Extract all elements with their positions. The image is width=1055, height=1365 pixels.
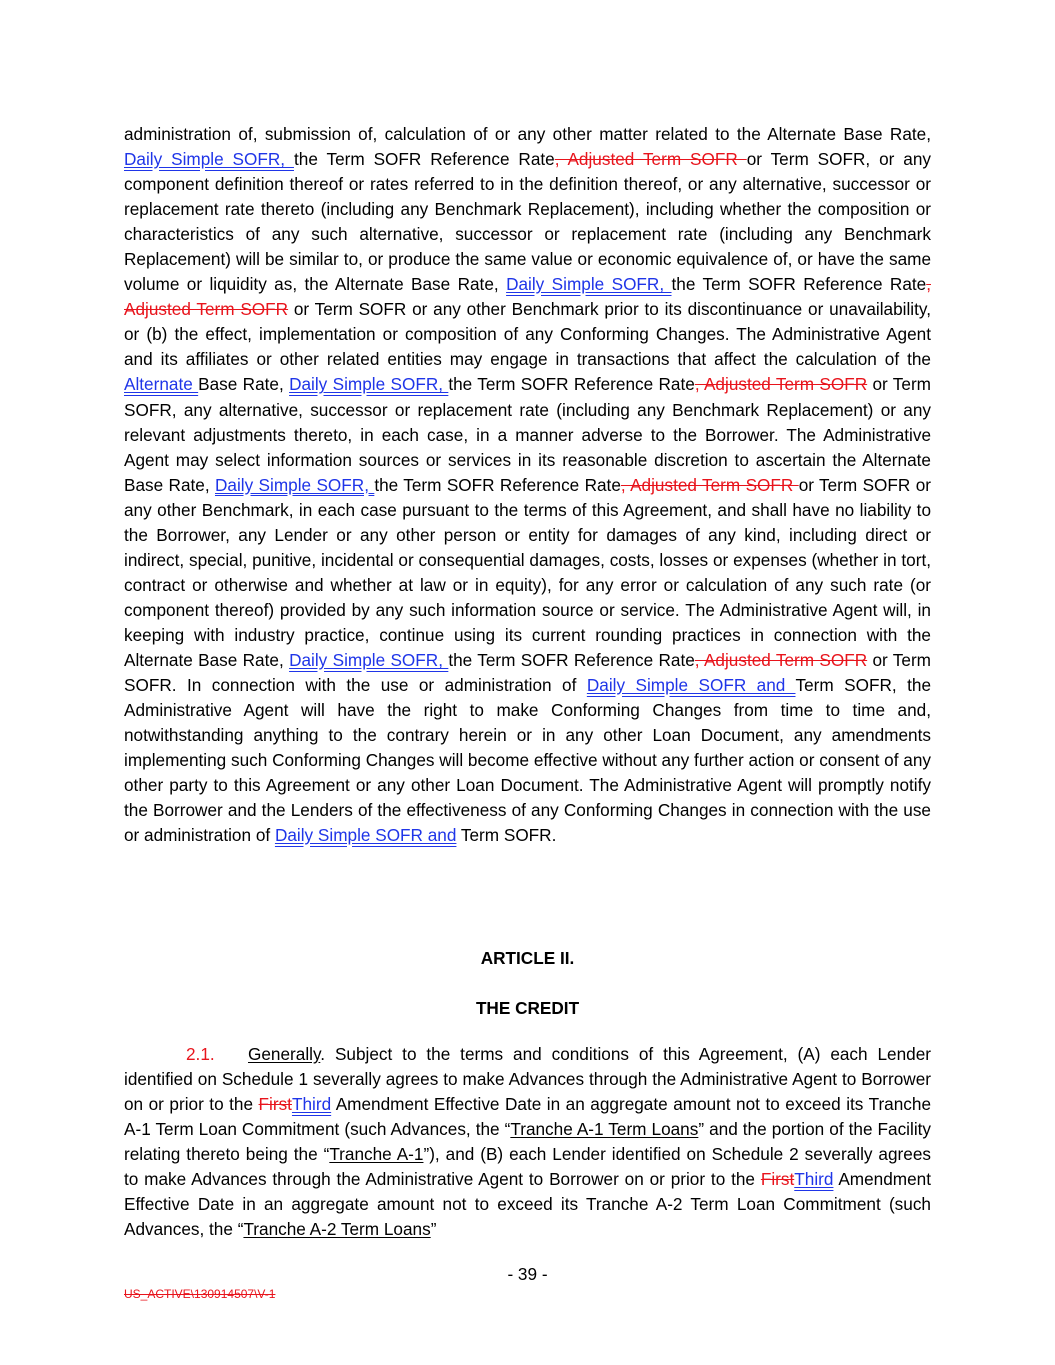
insertion-text: Third: [794, 1169, 834, 1190]
section-2-1-paragraph: [124, 1042, 931, 1242]
text-run: the Term SOFR Reference Rate: [293, 149, 555, 170]
text-run: or Term SOFR, or any component definition thereof or rates referred to in the definition thereof, or any alternative, successor or replacement rate thereto (including any Benchmark Replacement), including whether the composition or characteristics of any such alternative, successor or replacement rate (including any Benchmark Replacement) will be similar to, or produce the same value or economic equivalence of, or have the same volume or liquidity as, the Alternate Base Rate,: [124, 149, 931, 295]
text-run: the Term SOFR Reference Rate: [374, 474, 621, 495]
deletion-text: , Adjusted Term SOFR: [124, 274, 931, 320]
insertion-text: Third: [291, 1094, 332, 1115]
text-run: ”: [430, 1219, 437, 1240]
insertion-text: Daily Simple SOFR,: [506, 274, 672, 295]
text-run: administration of, submission of, calculation of or any other matter related to the Alternate Base Rate,: [124, 124, 931, 144]
insertion-text: Daily Simple SOFR,: [289, 649, 449, 670]
insertion-text: Daily Simple SOFR,: [289, 374, 449, 395]
page-number: - 39 -: [507, 1264, 548, 1284]
text-run: or Term SOFR or any other Benchmark, in each case pursuant to the terms of this Agreement, and shall have no liability to the Borrower, any Lender or any other person or entity for damages of any kind, including direct or indirect, special, punitive, incidental or consequential damages, costs, losses or expenses (whether in tort, contract or otherwise and whether at law or in equity), for any error or calculation of any such rate (or component thereof) provided by any such information source or service. The Administrative Agent will, in keeping with industry practice, continue using its current rounding practices in connection with the Alternate Base Rate,: [124, 474, 931, 670]
section-heading: Generally: [248, 1044, 321, 1064]
defined-term: Tranche A-1 Term Loans: [510, 1119, 699, 1140]
text-run: ” and the portion of the Facility relating thereto being the “: [124, 1119, 932, 1165]
defined-term: Tranche A-2 Term Loans: [243, 1219, 431, 1240]
section-number: 2.1.: [186, 1044, 215, 1064]
text-run: Base Rate,: [198, 374, 290, 395]
article-title: THE CREDIT: [475, 998, 580, 1018]
paragraph-rate-disclaimer: [124, 122, 931, 848]
article-number: ARTICLE II.: [480, 948, 575, 968]
deletion-text: First: [258, 1094, 292, 1115]
text-run: Term SOFR, the Administrative Agent will have the right to make Conforming Changes from time to time and, notwithstanding anything to the contrary herein or in any other Loan Document, any amendments implementing such Conforming Changes will become effective without any further action or consent of any other party to this Agreement or any other Loan Document. The Administrative Agent will promptly notify the Borrower and the Lenders of the effectiveness of any Conforming Changes in connection with the use or administration of: [124, 675, 932, 846]
text-run: Term SOFR.: [456, 825, 557, 846]
insertion-text: Daily Simple SOFR and: [586, 675, 796, 696]
text-run: . Subject to the terms and conditions of this Agreement, (A) each Lender identified on Schedule 1 severally agrees to make Advances through the Administrative Agent to Borrower on or prior to the: [124, 1044, 931, 1115]
deletion-text: , Adjusted Term SOFR: [554, 149, 747, 170]
text-run: or Term SOFR, any alternative, successor or replacement rate (including any Benchmark Replacement) or any relevant adjustments thereto, in each case, in a manner adverse to the Borrower. The Administrative Agent may select information sources or services in its reasonable discretion to ascertain the Alternate Base Rate,: [124, 374, 931, 495]
insertion-text: Daily Simple SOFR and: [274, 825, 457, 846]
deletion-text: , Adjusted Term SOFR: [694, 374, 868, 395]
insertion-text: Daily Simple SOFR,: [124, 149, 294, 170]
document-id: US_ACTIVE\130914507\V-1: [124, 1287, 276, 1301]
text-run: the Term SOFR Reference Rate: [448, 374, 695, 395]
deletion-text: , Adjusted Term SOFR: [620, 474, 799, 495]
defined-term: Tranche A-1: [329, 1144, 424, 1165]
insertion-text: Daily Simple SOFR,: [214, 474, 375, 495]
text-run: the Term SOFR Reference Rate: [671, 274, 927, 295]
deletion-text: , Adjusted Term SOFR: [694, 649, 868, 670]
text-run: or Term SOFR. In connection with the use or administration of: [124, 649, 931, 696]
text-run: ”), and (B) each Lender identified on Schedule 2 severally agrees to make Advances through the Administrative Agent to Borrower on or prior to the: [124, 1144, 931, 1190]
text-run: or Term SOFR or any other Benchmark prior to its discontinuance or unavailability, or (b) the effect, implementation or composition of any Conforming Changes. The Administrative Agent and its affiliates or other related entities may engage in transactions that affect the calculation of the: [124, 299, 931, 370]
deletion-text: First: [760, 1169, 795, 1190]
text-run: Amendment Effective Date in an aggregate amount not to exceed its Tranche A-2 Term Loan Commitment (such Advances, the “: [124, 1169, 931, 1240]
insertion-text: Alternate: [124, 374, 199, 395]
text-run: the Term SOFR Reference Rate: [448, 649, 695, 670]
text-run: Amendment Effective Date in an aggregate amount not to exceed its Tranche A-1 Term Loan Commitment (such Advances, the “: [124, 1094, 932, 1140]
